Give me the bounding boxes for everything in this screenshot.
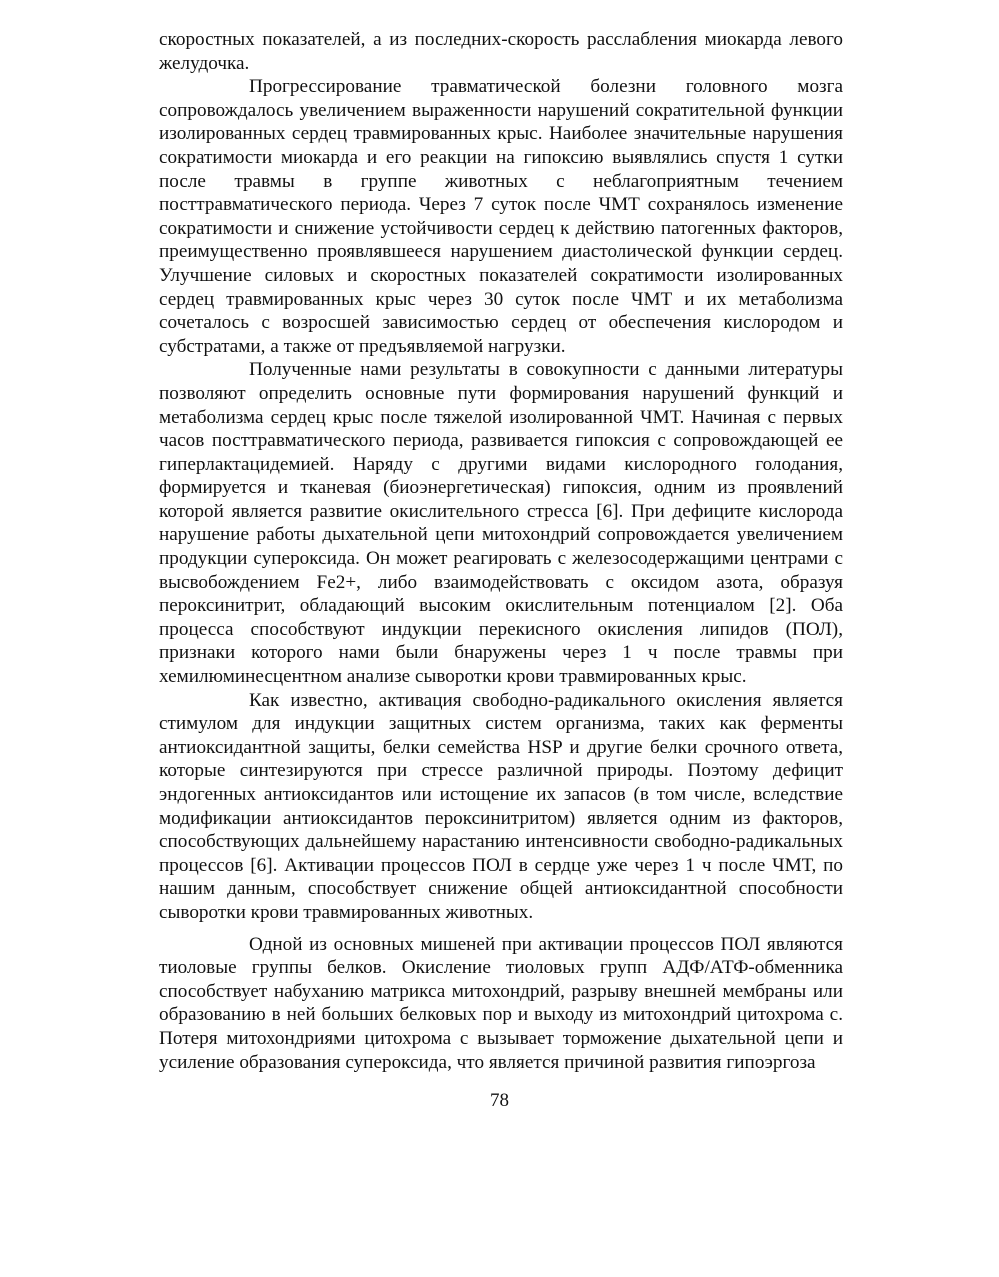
paragraph-progression: Прогрессирование травматической болезни головного мозга сопровождалось увеличением выраженности нарушений сократительной функции изолированных сердец травмированных крыс. Наиболее значительные нарушения сократимости миокарда и его реакции на гипоксию выявлялись спустя 1 сутки после травмы в группе животных с неблагоприятным течением посттравматического периода. Через 7 суток после ЧМТ сохранялось изменение сократимости и снижение устойчивости сердец к действию патогенных факторов, преимущественно проявлявшееся нарушением диастолической функции сердец. Улучшение силовых и скоростных показателей сократимости изолированных сердец травмированных крыс через 30 суток после ЧМТ и их метаболизма сочеталось с возросшей зависимостью сердец от обеспечения кислородом и субстратами, а также от предъявляемой нагрузки. <box>159 76 843 357</box>
paragraph-targets: Одной из основных мишеней при активации процессов ПОЛ являются тиоловые группы белков. Окисление тиоловых групп АДФ/АТФ-обменника способствует набуханию матрикса митохондрий, разрыву внешней мембраны или образованию в ней больших белковых пор и выходу из митохондрий цитохрома с. Потеря митохондриями цитохрома с вызывает торможение дыхательной цепи и усиление образования супероксида, что является причиной развития гипоэргоза <box>159 933 843 1073</box>
document-page <box>159 28 843 1074</box>
page-number: 78 <box>490 1090 509 1111</box>
paragraph-activation: Как известно, активация свободно-радикального окисления является стимулом для индукции защитных систем организма, таких как ферменты антиоксидантной защиты, белки семейства HSP и другие белки срочного ответа, которые синтезируются при стрессе различной природы. Поэтому дефицит эндогенных антиоксидантов или истощение их запасов (в том числе, вследствие модификации антиоксидантов пероксинитритом) является одним из факторов, способствующих дальнейшему нарастанию интенсивности свободно-радикальных процессов [6]. Активации процессов ПОЛ в сердце уже через 1 ч после ЧМТ, по нашим данным, способствует снижение общей антиоксидантной способности сыворотки крови травмированных животных. <box>159 689 843 923</box>
paragraph-continuation: скоростных показателей, а из последних-скорость расслабления миокарда левого желудочка. <box>159 29 843 74</box>
paragraph-results: Полученные нами результаты в совокупности с данными литературы позволяют определить основные пути формирования нарушений функций и метаболизма сердец крыс после тяжелой изолированной ЧМТ. Начиная с первых часов посттравматического периода, развивается гипоксия с сопровождающей ее гиперлактацидемией. Наряду с другими видами кислородного голодания, формируется и тканевая (биоэнергетическая) гипоксия, одним из проявлений которой является развитие окислительного стресса [6]. При дефиците кислорода нарушение работы дыхательной цепи митохондрий сопровождается увеличением продукции супероксида. Он может реагировать с железосодержащими центрами с высвобождением Fe2+, либо взаимодействовать с оксидом азота, образуя пероксинитрит, обладающий высоким окислительным потенциалом [2]. Оба процесса способствуют индукции перекисного окисления липидов (ПОЛ), признаки которого нами были бнаружены через 1 ч после травмы при хемилюминесцентном анализе сыворотки крови травмированных крыс. <box>159 359 843 688</box>
